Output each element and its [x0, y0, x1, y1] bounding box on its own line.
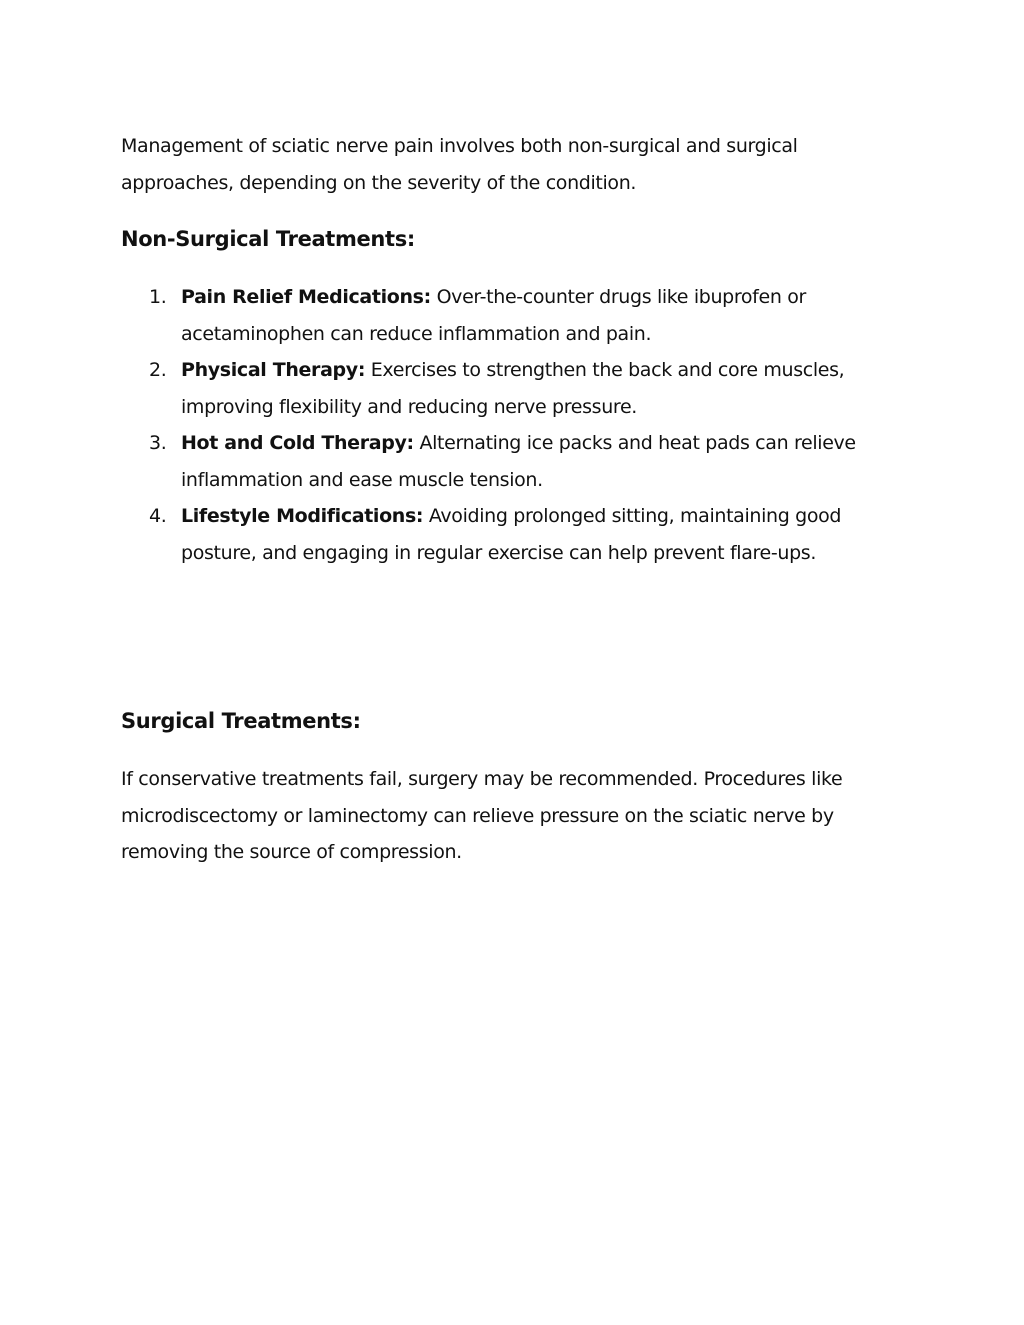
list-text: Exercises to strengthen the back and core muscles, improving flexibility and reducing nerve pressure.: [181, 359, 845, 418]
list-term: Lifestyle Modifications:: [181, 505, 424, 527]
list-number: 2.: [149, 359, 167, 381]
list-item: [121, 352, 861, 425]
non-surgical-heading: Non-Surgical Treatments:: [121, 227, 415, 251]
list-number: 4.: [149, 505, 167, 527]
list-term: Hot and Cold Therapy:: [181, 432, 414, 454]
list-text: Alternating ice packs and heat pads can relieve inflammation and ease muscle tension.: [181, 432, 856, 491]
surgical-heading: Surgical Treatments:: [121, 709, 361, 733]
non-surgical-list: [121, 279, 861, 571]
list-term: Physical Therapy:: [181, 359, 366, 381]
list-text: Avoiding prolonged sitting, maintaining good posture, and engaging in regular exercise can help prevent flare-ups.: [181, 505, 842, 564]
surgical-paragraph: If conservative treatments fail, surgery may be recommended. Procedures like microdiscectomy or laminectomy can relieve pressure on the sciatic nerve by removing the source of compression.: [121, 768, 843, 863]
list-number: 3.: [149, 432, 167, 454]
intro-paragraph: Management of sciatic nerve pain involves both non-surgical and surgical approaches, depending on the severity of the condition.: [121, 135, 798, 194]
list-number: 1.: [149, 286, 167, 308]
list-term: Pain Relief Medications:: [181, 286, 431, 308]
list-item: [121, 425, 861, 498]
list-item: [121, 498, 861, 571]
list-item: [121, 279, 861, 352]
list-text: Over-the-counter drugs like ibuprofen or acetaminophen can reduce inflammation and pain.: [181, 286, 806, 345]
